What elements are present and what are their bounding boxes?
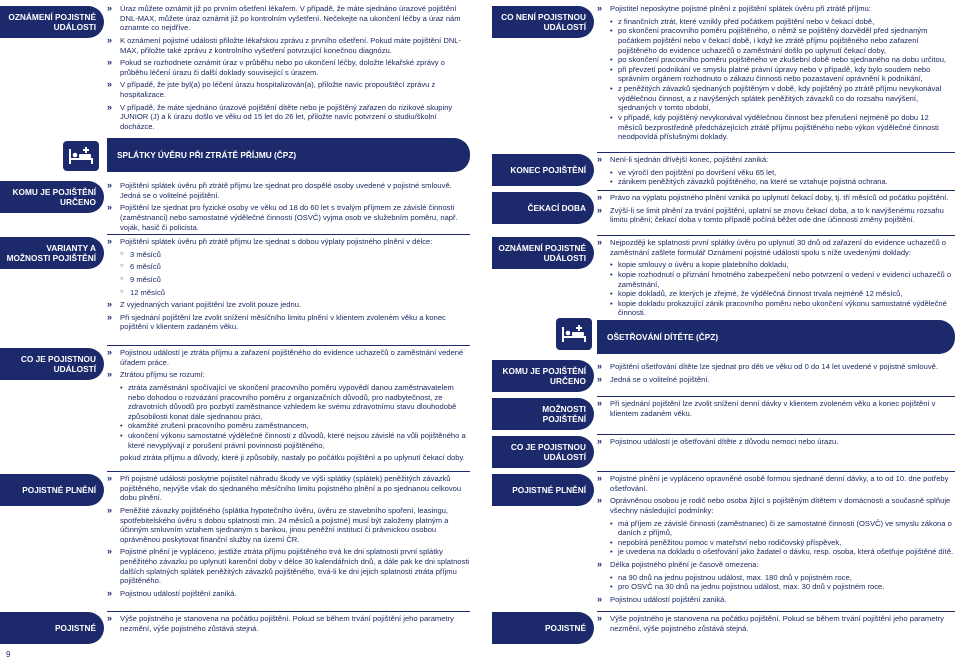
right-pojistne-text: » Výše pojistného je stanovena na počátku pojištění. Pokud se během trvání pojištění jeho parametry nezmění, výše pojistného zůstává stejná. [597,614,955,636]
left-coje-text: » Pojistnou událostí je ztráta příjmu a zařazení pojištěného do evidence uchazečů o zaměstnání vedené úřadem práce. » Ztrátou příjmu se rozumí: • ztráta zaměstnání spočívající ve skončení pracovního poměru vypovědí danou zaměstnavatelem nebo dohodou o rozvázání pracovního poměru z organizačních důvodů, pro nadbytečnost, ze zdravotních důvodů pro pozbytí zaměstnance vzhledem ke svému zdravotnímu stavu dlouhodobě způsobilosti konat dále sjednanou práci, • okamžité zrušení pracovního poměru zaměstnancem, • ukončení výkonu samostatné výdělečné činnosti z důvodů, které nejsou závislé na vůli pojištěného a které nevyplývají z porušení právní povinnosti pojištěného, pokud ztráta příjmu a důvody, které ji způsobily, nastaly po počátku pojištění a po uplynutí čekací doby. [107,348,470,463]
page-number: 9 [6,650,11,659]
label-pojistne-left: POJISTNÉ [0,612,104,644]
label-text: OZNÁMENÍ POJISTNÉ UDÁLOSTI [8,11,96,32]
left-plneni-text: » Při pojistné události poskytne pojistitel náhradu škody ve výši splátky (splátek) peněžitých závazků pojištěného, nejvýše však do sjednaného měsíčního limitu pojistného plnění a po sjednanou celkovou dobu plnění. » Peněžité závazky pojištěného (splátka hypotečního úvěru, úvěru ze stavebního spoření, leasingu, spotřebitelského úvěru s dobou splatnosti min. 24 měsíců a pojistné) musí být založeny platným a účinným smluvním vztahem sjednaným s bankou, jinou peněžní institucí či právnickou osobou oprávněnou poskytovat finanční služby na území ČR. » Pojistné plnění je vypláceno, jestliže ztráta příjmu pojištěného trvá ke dni splatnosti první splátky peněžitého závazku po uplynutí karenční doby v délce 30 kalendářních dnů, a dále pak ke dni splatnosti dalších splatných splátek peněžitých závazků pojištěného, trvá-li ke dni jejich splatnosti ztráta příjmu pojištěného. » Pojistnou událostí pojištění zaniká. [107,474,470,602]
label-cekaci-right: ČEKACÍ DOBA [492,192,594,224]
right-coje-text: » Pojistnou událostí je ošetřování dítěte z důvodu nemoci nebo úrazu. [597,437,955,450]
divider [597,235,955,236]
divider [107,234,470,235]
variant-6: ○ 6 měsíců [120,262,470,272]
right-plneni-text: » Pojistné plnění je vypláceno opravněné osobě formou sjednané denní dávky, a to od 10. dne potřeby ošetřování. » Oprávněnou osobou je rodič nebo osoba žijící s pojištěným dítětem v domácnosti a současně splňuje všechny následující podmínky: • má příjem ze závislé činnosti (zaměstnanec) či ze samostatné činnosti (OSVČ) ve smyslu zákona o daních z příjmů, • nepobírá peněžitou pomoc v mateřství nebo rodičovský příspěvek, • je uvedena na dokladu o ošetřování jako žadatel o dávku, resp. osoba, která ošetřuje pojištěné dítě. » Délka pojistného plnění je časově omezena: • na 90 dnů na jednu pojistnou událost, max. 180 dnů v pojistném roce, • pro OSVČ na 30 dnů na jednu pojistnou událost, max. 30 dnů v pojistném roce. » Pojistnou událostí pojištění zaniká. [597,474,955,608]
label-oznameni-right: OZNÁMENÍ POJISTNÉ UDÁLOSTI [492,237,594,269]
divider [107,471,470,472]
left-komu-text: » Pojištění splátek úvěru při ztrátě příjmu lze sjednat pro dospělé osoby uvedené v pojistné smlouvě. Jedná se o volitelné pojištění. » Pojištění lze sjednat pro fyzické osoby ve věku od 18 do 60 let s trvalým příjmem ze závislé činnosti (zaměstnanci) nebo samostatné výdělečné činnosti (OSVČ) vyjma osob ve služebním poměru, např. voják, hasič či policista. [107,181,470,235]
divider [597,152,955,153]
label-plneni-left: POJISTNÉ PLNĚNÍ [0,474,104,506]
right-oznameni-text: » Nejpozději ke splatnosti první splátky úvěru po uplynutí 30 dnů od zařazení do evidence uchazečů o zaměstnání zašlete formulář Oznámení pojistné události spolu s níže uvedenými doklady: • kopie smlouvy o úvěru a kopie platebního dokladu, • kopie rozhodnutí o přiznání hmotného zabezpečení nebo potvrzení o vedení v evidenci uchazečů o zaměstnání, • kopie dokladů, ze kterých je zřejmé, že výdělečná činnost trvala nejméně 12 měsíců, • kopie dokladu prokazující zánik pracovního poměru nebo ukončení výkonu samostatné výdělečné činnosti. [597,238,955,321]
label-pojistne-right: POJISTNÉ [492,612,594,644]
variant-12: ○ 12 měsíců [120,288,470,298]
label-moznosti-right: MOŽNOSTI POJIŠTĚNÍ [492,398,594,430]
right-moznosti-text: » Při sjednání pojištění lze zvolit snížení denní dávky v klientem zvoleném věku a konec pojištění v klientem zadaném věku. [597,399,955,421]
label-komu-right: KOMU JE POJIŠTĚNÍ URČENO [492,360,594,392]
label-coje-right: CO JE POJISTNOU UDÁLOSTÍ [492,436,594,468]
right-komu-text: » Pojištění ošetřování dítěte lze sjednat pro děti ve věku od 0 do 14 let uvedené v pojistné smlouvě. » Jedná se o volitelné pojištění. [597,362,955,387]
variant-9: ○ 9 měsíců [120,275,470,285]
divider [597,434,955,435]
variant-list [107,250,470,298]
left-pojistne-text: » Výše pojistného je stanovena na počátku pojištění. Pokud se během trvání pojištění jeho parametry nezmění, výše pojistného zůstává stejná. [107,614,470,636]
label-coneni-right: CO NENÍ POJISTNOU UDÁLOSTÍ [492,6,594,38]
label-plneni-right: POJISTNÉ PLNĚNÍ [492,474,594,506]
section-heading-cpz-left: SPLÁTKY ÚVĚRU PŘI ZTRÁTĚ PŘÍJMU (ČPZ) [107,138,470,172]
right-konec-text: » Není-li sjednán dřívější konec, pojištění zaniká: • ve výročí den pojištění po dovršení věku 65 let, • zánikem peněžitých závazků pojištěného, na které se vztahuje pojistná ochrana. [597,155,955,190]
right-cekaci-text: » Právo na výplatu pojistného plnění vzniká po uplynutí čekací doby, tj. tří měsíců od počátku pojištění. » Zvýší-li se limit plnění za trvání pojištění, uplatní se znovu čekací doba, a to k navýšenému rozsahu limitu plnění; čekací doba v tomto případě počíná běžet ode dne účinnosti změny pojištění. [597,193,955,228]
divider [597,611,955,612]
divider [597,471,955,472]
left-varianty-text: » Pojištění splátek úvěru při ztrátě příjmu lze sjednat s dobou výplaty pojistného plnění v délce: ○ 3 měsíců ○ 6 měsíců ○ 9 měsíců ○ 12 měsíců » Z vyjednaných variant pojištění lze zvolit pouze jednu. » Při sjednání pojištění lze zvolit snížení měsíčního limitu plnění v klientem zvoleném věku a konec pojištění v klientem zadaném věku. [107,237,470,335]
label-konec-right: KONEC POJIŠTĚNÍ [492,154,594,186]
divider [107,345,470,346]
divider [597,396,955,397]
section-heading-cpz-right: OŠETŘOVÁNÍ DÍTĚTE (ČPZ) [597,320,955,354]
bed-hospital-icon [556,318,592,350]
right-coneni-text: » Pojistitel neposkytne pojistné plnění z pojištění splátek úvěru při ztrátě příjmu: • z finančních ztrát, které vznikly před počátkem pojištění nebo v čekací době, • po skončení pracovního poměru pojištěného, o němž se pojištěný dozvěděl před sjednaným počátkem pojištění nebo v čekací době, i když ke ztrátě příjmu pojištěného nebo zařazení pojištěného do evidence uchazečů o zaměstnání došlo po uplynutí čekací doby, • po skončení pracovního poměru pojištěného ve zkušební době nebo sjednaného na dobu určitou, • při převzetí podnikání ve smyslu platné právní úpravy nebo v případě, kdy bylo soudem nebo správním orgánem rozhodnuto o zákazu činnosti nebo pozastavení oprávnění k podnikání, • z peněžitých závazků sjednaných pojištěným v době, kdy pojištěný po ztrátě příjmu nevykonával výdělečnou činnost, a z navýšených splátek peněžitých závazků co do rozsahu navýšení, sjednaných v tomto období, • v případě, kdy pojištěný nevykonával výdělečnou činnost bez přerušení nejméně po dobu 12 měsíců bezprostředně předcházejících ztrátě příjmu pojištěného nebo výkon výdělečné činnosti neodpovídá příslušnými doklady. [597,4,955,145]
bed-hospital-icon [63,141,99,171]
left-oznameni-text: » Úraz můžete oznámit již po prvním ošetření lékařem. V případě, že máte sjednáno úrazové pojištění DNL-MAX, můžete úraz oznámit již po kontrolním vyšetření. Nečekejte na ukončení léčby a úraz nám oznamte co nejdříve. » K oznámení pojistné události přiložte lékařskou zprávu z prvního ošetření. Pokud máte pojištění DNL-MAX, přiložte také zprávu z kontrolního vyšetření potvrzující konečnou diagnózu. » Pokud se rozhodnete oznámit úraz v průběhu nebo po ukončení léčby, doložte lékařské zprávy o průběhu léčení úrazu či další doklady související s úrazem. » V případě, že jste byl(a) po léčení úrazu hospitalizován(a), přiložte navíc propouštěcí zprávu z hospitalizace. » V případě, že máte sjednáno úrazové pojištění dítěte nebo je pojištěný zařazen do rizikové skupiny JUNIOR (J) a k úrazu došlo ve věku od 15 let do 26 let, přiložte navíc potvrzení o studiu/školní docházce. [107,4,470,135]
variant-3: ○ 3 měsíců [120,250,470,260]
divider [107,611,470,612]
divider [597,190,955,191]
label-coje-left: CO JE POJISTNOU UDÁLOSTÍ [0,348,104,380]
label-varianty-left: VARIANTY A MOŽNOSTI POJIŠTĚNÍ [0,237,104,269]
label-komu-left: KOMU JE POJIŠTĚNÍ URČENO [0,181,104,213]
label-oznameni-left [0,6,104,38]
